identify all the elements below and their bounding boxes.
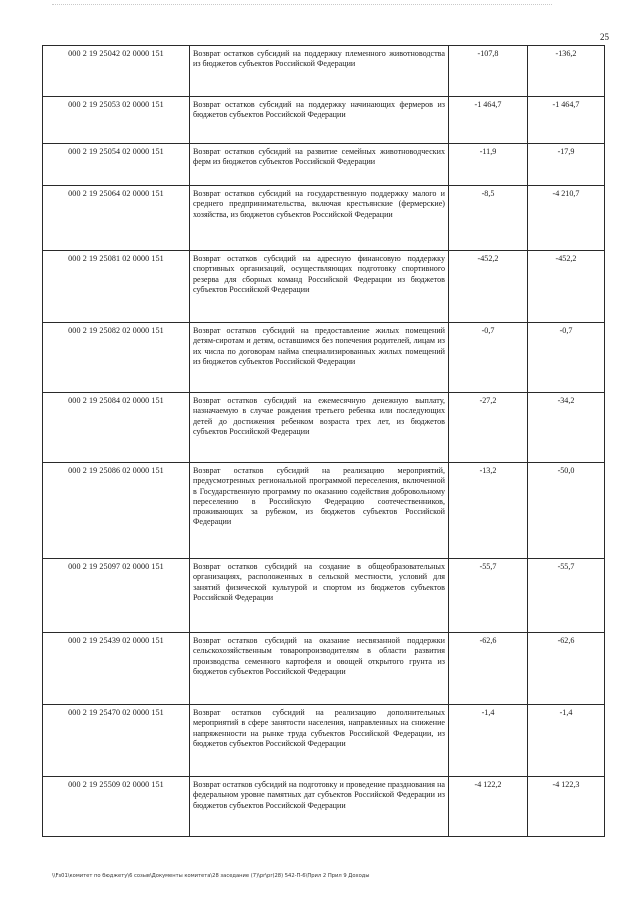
value-cell-2: -1 464,7 — [528, 97, 605, 144]
budget-code-cell: 000 2 19 25042 02 0000 151 — [43, 46, 190, 97]
budget-code-cell: 000 2 19 25086 02 0000 151 — [43, 463, 190, 559]
value-cell-1: -62,6 — [449, 633, 528, 705]
table-row — [43, 46, 605, 97]
budget-revenue-table — [42, 45, 605, 837]
value-cell-1: -452,2 — [449, 251, 528, 323]
table-row — [43, 144, 605, 186]
budget-code-cell: 000 2 19 25081 02 0000 151 — [43, 251, 190, 323]
value-cell-1: -0,7 — [449, 323, 528, 393]
budget-code-cell: 000 2 19 25470 02 0000 151 — [43, 705, 190, 777]
value-cell-1: -11,9 — [449, 144, 528, 186]
table-row — [43, 186, 605, 251]
description-cell: Возврат остатков субсидий на оказание несвязанной поддержки сельскохозяйственным товаропроизводителям в области развития производства семенного картофеля и овощей открытого грунта из бюджетов субъектов Российской Федерации — [190, 633, 449, 705]
description-cell: Возврат остатков субсидий на реализацию мероприятий, предусмотренных региональной программой переселения, включенной в Государственную программу по оказанию содействия добровольному переселению в Российскую Федерацию соотечественников, проживающих за рубежом, из бюджетов субъектов Российской Федерации — [190, 463, 449, 559]
value-cell-2: -17,9 — [528, 144, 605, 186]
budget-code-cell: 000 2 19 25439 02 0000 151 — [43, 633, 190, 705]
value-cell-1: -1,4 — [449, 705, 528, 777]
description-cell: Возврат остатков субсидий на поддержку племенного животноводства из бюджетов субъектов Российской Федерации — [190, 46, 449, 97]
description-cell: Возврат остатков субсидий на государственную поддержку малого и среднего предпринимательства, включая крестьянские (фермерские) хозяйства, из бюджетов субъектов Российской Федерации — [190, 186, 449, 251]
description-cell: Возврат остатков субсидий на подготовку и проведение празднования на федеральном уровне памятных дат субъектов Российской Федерации из бюджетов субъектов Российской Федерации — [190, 777, 449, 837]
budget-code-cell: 000 2 19 25054 02 0000 151 — [43, 144, 190, 186]
budget-code-cell: 000 2 19 25064 02 0000 151 — [43, 186, 190, 251]
value-cell-2: -55,7 — [528, 559, 605, 633]
table-row — [43, 777, 605, 837]
table-row — [43, 323, 605, 393]
value-cell-2: -136,2 — [528, 46, 605, 97]
description-cell: Возврат остатков субсидий на ежемесячную денежную выплату, назначаемую в случае рождения третьего ребенка или последующих детей до достижения ребенком возраста трех лет, из бюджетов субъектов Российской Федерации — [190, 393, 449, 463]
value-cell-2: -34,2 — [528, 393, 605, 463]
footer-file-path: \\Fs01\комитет по бюджету\6 созыв\Документы комитета\28 заседание (7)\pr\pr(28) 542-П-6\Прил 2 Прил 9 Доходы — [52, 873, 370, 879]
description-cell: Возврат остатков субсидий на предоставление жилых помещений детям-сиротам и детям, оставшимся без попечения родителей, лицам из их числа по договорам найма специализированных жилых помещений из бюджетов субъектов Российской Федерации — [190, 323, 449, 393]
table-row — [43, 97, 605, 144]
scan-margin-artifact — [52, 4, 552, 8]
budget-code-cell: 000 2 19 25097 02 0000 151 — [43, 559, 190, 633]
table-row — [43, 633, 605, 705]
value-cell-2: -50,0 — [528, 463, 605, 559]
value-cell-2: -452,2 — [528, 251, 605, 323]
value-cell-1: -55,7 — [449, 559, 528, 633]
table-row — [43, 705, 605, 777]
budget-code-cell: 000 2 19 25509 02 0000 151 — [43, 777, 190, 837]
page-number: 25 — [600, 32, 609, 42]
description-cell: Возврат остатков субсидий на поддержку начинающих фермеров из бюджетов субъектов Российской Федерации — [190, 97, 449, 144]
value-cell-2: -4 210,7 — [528, 186, 605, 251]
table-row — [43, 251, 605, 323]
budget-code-cell: 000 2 19 25082 02 0000 151 — [43, 323, 190, 393]
value-cell-1: -13,2 — [449, 463, 528, 559]
description-cell: Возврат остатков субсидий на создание в общеобразовательных организациях, расположенных в сельской местности, условий для занятий физической культурой и спортом из бюджетов субъектов Российской Федерации — [190, 559, 449, 633]
table-row — [43, 463, 605, 559]
value-cell-1: -8,5 — [449, 186, 528, 251]
value-cell-2: -4 122,3 — [528, 777, 605, 837]
description-cell: Возврат остатков субсидий на реализацию дополнительных мероприятий в сфере занятости населения, направленных на снижение напряженности на рынке труда субъектов Российской Федерации, из бюджетов субъектов Российской Федерации — [190, 705, 449, 777]
value-cell-1: -1 464,7 — [449, 97, 528, 144]
budget-code-cell: 000 2 19 25053 02 0000 151 — [43, 97, 190, 144]
table-row — [43, 559, 605, 633]
description-cell: Возврат остатков субсидий на адресную финансовую поддержку спортивных организаций, осуществляющих подготовку спортивного резерва для сборных команд Российской Федерации из бюджетов субъектов Российской Федерации — [190, 251, 449, 323]
value-cell-2: -62,6 — [528, 633, 605, 705]
value-cell-1: -4 122,2 — [449, 777, 528, 837]
value-cell-2: -1,4 — [528, 705, 605, 777]
value-cell-1: -27,2 — [449, 393, 528, 463]
budget-code-cell: 000 2 19 25084 02 0000 151 — [43, 393, 190, 463]
description-cell: Возврат остатков субсидий на развитие семейных животноводческих ферм из бюджетов субъектов Российской Федерации — [190, 144, 449, 186]
value-cell-1: -107,8 — [449, 46, 528, 97]
value-cell-2: -0,7 — [528, 323, 605, 393]
table-row — [43, 393, 605, 463]
